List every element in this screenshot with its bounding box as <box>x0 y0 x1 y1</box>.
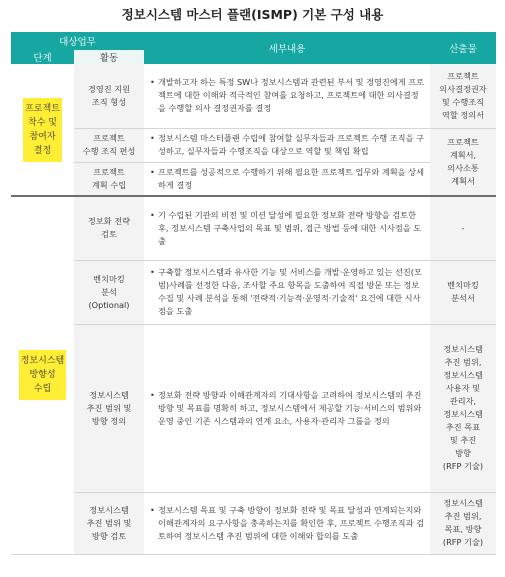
detail-cell <box>144 128 430 162</box>
table-row <box>11 492 496 554</box>
detail-cell <box>144 492 430 554</box>
ismp-table <box>11 32 496 555</box>
activity-cell: 경영진 지원 조직 형성 <box>74 64 144 128</box>
detail-text: 정보화 전략 방향과 이해관계자의 기대사항을 고려하여 정보시스템의 추진 방향 및 목표를 명확히 하고, 정보시스템에서 제공할 기능·서비스의 범위와 운영 중인 기존 시스템과의 연계 요소, 사용자·관리자 그룹을 정의 <box>158 389 422 426</box>
detail-text: 구축할 정보시스템과 유사한 기능 및 서비스를 개발·운영하고 있는 선진(모범)사례를 선정한 다음, 조사할 주요 항목을 도출하여 직접 방문 또는 정보수집 및 사례 분석을 통해 '전략적·기능적·운영적·기술적' 요건에 대한 시사점을 도출 <box>158 267 422 316</box>
header-details: 세부내용 <box>144 32 430 64</box>
bullet-icon: • <box>150 209 155 220</box>
activity-cell: 프로젝트 계획 수립 <box>74 162 144 196</box>
bullet-icon: • <box>150 77 155 88</box>
output-cell: 정보시스템 추진 범위, 정보시스템 사용자 및 관리자, 정보시스템 추진 목표 및 추진 방향 (RFP 기술) <box>430 324 496 492</box>
stage-label-highlight: 정보시스템 방향성 수립 <box>19 350 66 400</box>
table-row <box>11 162 496 196</box>
page-title: 정보시스템 마스터 플랜(ISMP) 기본 구성 내용 <box>121 7 384 22</box>
table-row <box>11 64 496 128</box>
bullet-icon: • <box>150 504 155 515</box>
table-row <box>11 260 496 324</box>
bullet-icon: • <box>150 166 155 177</box>
detail-text: 프로젝트를 성공적으로 수행하기 위해 필요한 프로젝트 업무와 계획을 상세하게 결정 <box>158 166 425 190</box>
activity-cell: 정보화 전략 검토 <box>74 196 144 260</box>
detail-text: 정보시스템 목표 및 구축 방향이 정보화 전략 및 목표 달성과 연계되는지와 이해관계자의 요구사항을 충족하는지를 확인한 후, 프로젝트 수행조직과 검토하여 정보시스템 추진 범위에 대한 이해와 합의를 도출 <box>158 504 425 541</box>
table-row <box>11 324 496 492</box>
output-cell: 프로젝트 의사결정권자 및 수행조직 역할 정의서 <box>430 64 496 128</box>
output-cell: 벤치마킹 분석서 <box>430 260 496 324</box>
header-stage: 단계 <box>11 50 74 64</box>
table-row <box>11 196 496 260</box>
detail-cell <box>144 196 430 260</box>
header-target-work: 대상업무 <box>11 32 144 50</box>
detail-text: 기 수립된 기관의 비전 및 미션 달성에 필요한 정보화 전략 방향을 검토한 후, 정보시스템 구축사업의 목표 및 범위, 접근 방법 등에 대한 시사점을 도출 <box>158 209 422 246</box>
table-row <box>11 128 496 162</box>
activity-cell: 프로젝트 수행 조직 편성 <box>74 128 144 162</box>
output-cell: 정보시스템 추진 범위, 목표, 방향 (RFP 기술) <box>430 492 496 554</box>
detail-cell <box>144 324 430 492</box>
bullet-icon: • <box>150 267 155 277</box>
header-activity: 활동 <box>74 50 144 64</box>
activity-cell: 정보시스템 추진 범위 및 방향 정의 <box>74 324 144 492</box>
stage-cell <box>11 196 74 554</box>
stage-label-highlight: 프로젝트 착수 및 참여자 결정 <box>23 98 62 162</box>
detail-text: 정보시스템 마스터플랜 수립에 참여할 실무자들과 프로젝트 수행 조직을 구성하고, 실무자들과 수행조직을 대상으로 역할 및 책임 확립 <box>158 133 425 156</box>
detail-cell <box>144 162 430 196</box>
detail-text: 개발하고자 하는 특정 SW나 정보시스템과 관련된 부서 및 경영진에게 프로젝트에 대한 이해와 적극적인 참여를 요청하고, 프로젝트에 대한 의사결정을 수행할 의사 결정권자를 결정 <box>158 77 425 114</box>
header-output: 산출물 <box>430 32 496 64</box>
activity-cell: 벤치마킹 분석 (Optional) <box>74 260 144 324</box>
output-cell: - <box>430 196 496 260</box>
bullet-icon: • <box>150 389 155 400</box>
detail-cell <box>144 260 430 324</box>
detail-cell <box>144 64 430 128</box>
stage-cell <box>11 64 74 196</box>
bullet-icon: • <box>150 133 155 143</box>
output-cell: 프로젝트 계획서, 의사소통 계획서 <box>430 128 496 196</box>
activity-cell: 정보시스템 추진 범위 및 방향 검토 <box>74 492 144 554</box>
